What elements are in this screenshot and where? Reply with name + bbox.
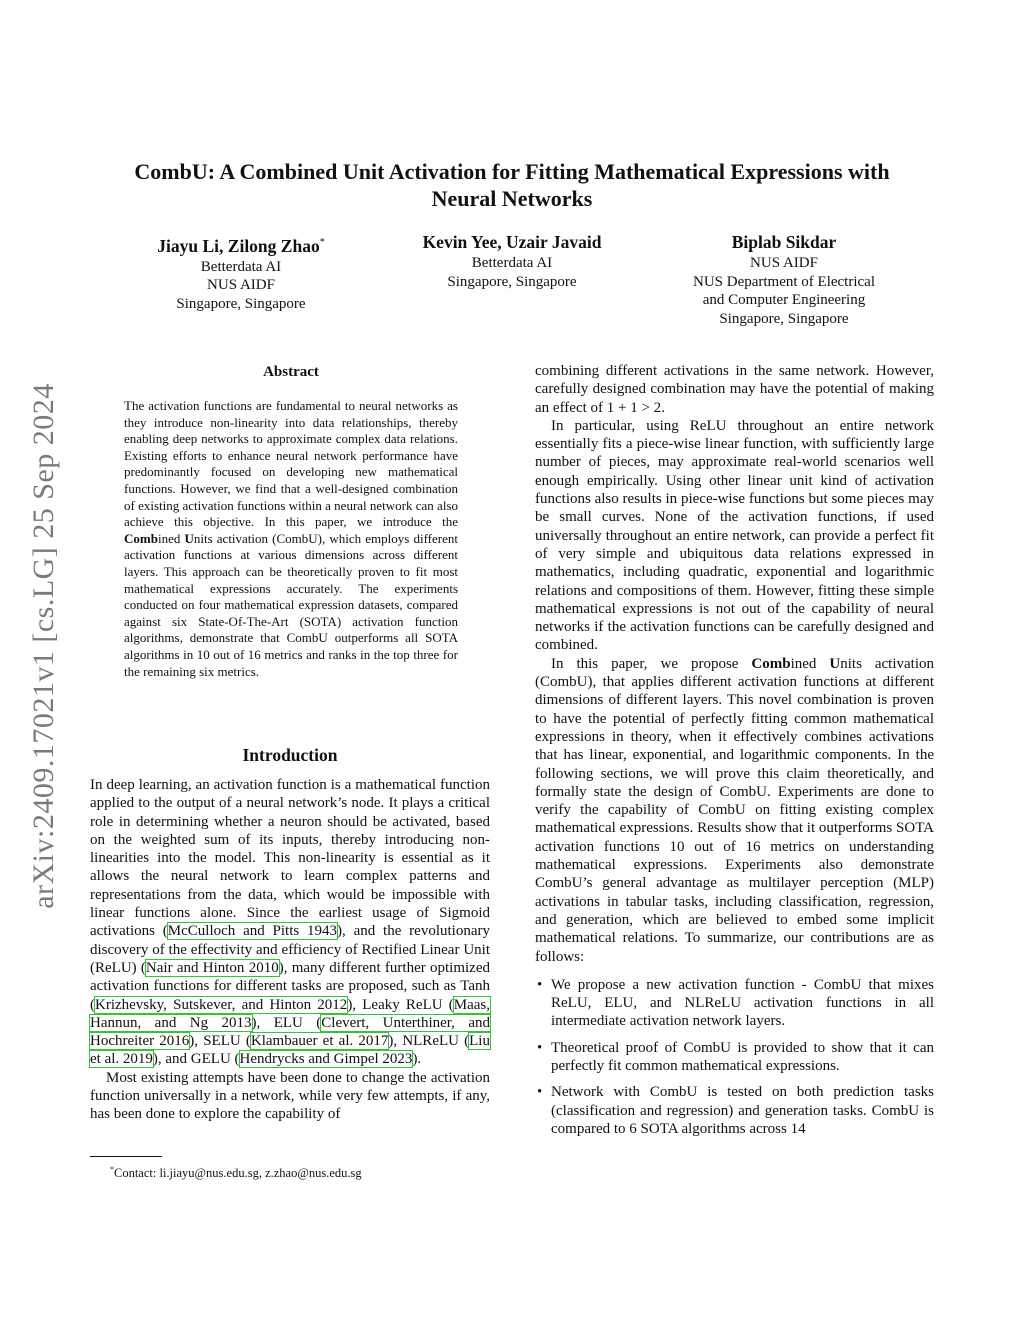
citation-link[interactable]: Krizhevsky, Sutskever, and Hinton 2012 — [95, 996, 348, 1013]
title-line-2: Neural Networks — [431, 186, 593, 211]
list-item: • Network with CombU is tested on both prediction tasks (classification and regression) and generation tasks. CombU is compared to 6 SOTA algorithms across 14 — [537, 1084, 934, 1137]
citation-link[interactable]: Clevert, Unterthiner, and Hochreiter 2016 — [90, 1014, 491, 1050]
author-affiliation: Singapore, Singapore — [719, 310, 849, 327]
author-affiliation: Betterdata AI — [200, 258, 282, 275]
intro-paragraph-1: In deep learning, an activation function is a mathematical function applied to the output of a neural network’s node. It plays a critical role in determining whether a neuron should be activated, based on the weighted sum of its inputs, thereby introducing non-linearities into the model. This non-linearity is essential as it allows the neural network to learn complex patterns and representations from the data, which would be impossible with linear functions alone. Since the earliest usage of Sigmoid activations (McCulloch and Pitts 1943), and the revolutionary discovery of the effectivity and efficiency of Rectified Linear Unit (ReLU) (Nair and Hinton 2010), many different further optimized activation functions for different tasks are proposed, such as Tanh (Krizhevsky, Sutskever, and Hinton 2012), Leaky ReLU (Maas, Hannun, and Ng 2013), ELU (Clevert, Unterthiner, and Hochreiter 2016), SELU (Klambauer et al. 2017), NLReLU (Liu et al. 2019), and GELU (Hendrycks and Gimpel 2023). — [90, 777, 491, 1068]
citation-link[interactable]: Nair and Hinton 2010 — [145, 959, 279, 976]
contributions-list — [535, 976, 934, 1138]
citation-link[interactable]: Hendrycks and Gimpel 2023 — [239, 1051, 413, 1068]
left-column-text — [90, 776, 490, 1124]
citation-link[interactable]: McCulloch and Pitts 1943 — [167, 923, 338, 940]
citation-link[interactable]: Liu et al. 2019 — [90, 1033, 490, 1068]
author-affiliation: NUS AIDF — [750, 255, 818, 271]
bullet-icon: • — [537, 1039, 543, 1056]
list-item: • Theoretical proof of CombU is provided to show that it can perfectly fit common mathematical expressions. — [537, 1039, 934, 1074]
footnote-rule — [90, 1156, 162, 1157]
author-names-3: Biplab Sikdar — [731, 232, 837, 252]
author-block-1 — [118, 232, 364, 313]
author-affiliation: Singapore, Singapore — [176, 295, 306, 312]
citation-link[interactable]: Maas, Hannun, and Ng 2013 — [90, 996, 490, 1031]
author-affiliation: and Computer Engineering — [702, 292, 866, 308]
list-item: • We propose a new activation function - CombU that mixes ReLU, ELU, and NLReLU activation functions in all intermediate activation network layers. — [537, 976, 934, 1030]
arxiv-identifier-stamp: arXiv:2409.17021v1 [cs.LG] 25 Sep 2024 — [27, 383, 60, 909]
author-footnote-mark: * — [319, 237, 325, 248]
author-affiliation: Singapore, Singapore — [447, 273, 577, 290]
right-paragraph-0: combining different activations in the same network. However, carefully designed combination may have the potential of making an effect of 1 + 1 > 2. — [535, 363, 934, 416]
author-block-2 — [390, 232, 634, 291]
bullet-icon: • — [537, 1084, 543, 1101]
math-expression: 1 + 1 > 2 — [606, 399, 662, 416]
author-affiliation: NUS Department of Electrical — [692, 273, 875, 290]
intro-paragraph-2: Most existing attempts have been done to change the activation function universally in a network, while very few attempts, if any, has been done to explore the capability of — [90, 1069, 490, 1123]
right-column-text — [535, 362, 934, 1146]
author-block-3 — [662, 232, 906, 328]
citation-link[interactable]: Klambauer et al. 2017 — [250, 1033, 389, 1050]
bullet-icon: • — [537, 976, 543, 993]
right-paragraph-2: In this paper, we propose Combined Units activation (CombU), that applies different activation functions at different dimensions of different layers. This novel combination is proven to have the potential of perfectly fitting common mathematical expressions in theory, when it effectively combines activations that has linear, exponential, and logarithmic components. In the following sections, we will prove this claim theoretically, and formally state the design of CombU. Experiments are done to verify the capability of CombU on fitting existing complex mathematical expressions. Results show that it outperforms SOTA activation functions 10 out of 16 metrics on understanding mathematical expressions. Experiments also demonstrate CombU’s general advantage as multilayer perception (MLP) activations in tabular tasks, including classification, regression, and generation, which are believed to embed some implicit mathematical relations. To summarize, our contributions are as follows: — [535, 655, 935, 965]
author-affiliation: NUS AIDF — [207, 277, 275, 294]
abstract-heading: Abstract — [263, 364, 319, 380]
author-affiliation: Betterdata AI — [471, 255, 553, 271]
author-names-2: Kevin Yee, Uzair Javaid — [422, 232, 602, 252]
abstract-text: The activation functions are fundamental to neural networks as they introduce non-linearity into data relationships, thereby enabling deep networks to approximate complex data relations. Existing efforts to enhance neural network performance have predominantly focused on developing new mathematical functions. However, we find that a well-designed combination of existing activation functions within a neural network can also achieve this objective. In this paper, we introduce the Combined Units activation (CombU), which employs different activation functions at various dimensions across different layers. This approach can be theoretically proven to fit most mathematical expressions accurately. The experiments conducted on four mathematical expression datasets, compared against six State-Of-The-Art (SOTA) activation function algorithms, demonstrate that CombU outperforms all SOTA algorithms in 10 out of 16 metrics and ranks in the top three for the remaining six metrics. — [124, 398, 458, 679]
paper-title — [80, 158, 944, 212]
right-paragraph-1: In particular, using ReLU throughout an entire network essentially fits a piece-wise linear function, with sufficiently large number of pieces, may approximate real-world scenarios well enough empirically. Using other linear unit kind of activation functions also results in piece-wise functions but some pieces may be small curves. None of the activation functions, if used universally throughout an entire network, can provide a perfect fit of very simple and ubiquitous data relations expressed in mathematics, including quadratic, exponential and logarithmic relations and compositions of them. However, fitting these simple mathematical expressions is not out of the capability of neural networks if the activation functions can be carefully designed and combined. — [535, 417, 934, 654]
title-line-1: CombU: A Combined Unit Activation for Fitting Mathematical Expressions with — [134, 159, 890, 184]
author-names-1: Jiayu Li, Zilong Zhao* — [157, 235, 325, 256]
footnote: *Contact: li.jiayu@nus.edu.sg, z.zhao@nus.edu.sg — [110, 1165, 362, 1181]
introduction-heading: Introduction — [242, 745, 338, 765]
